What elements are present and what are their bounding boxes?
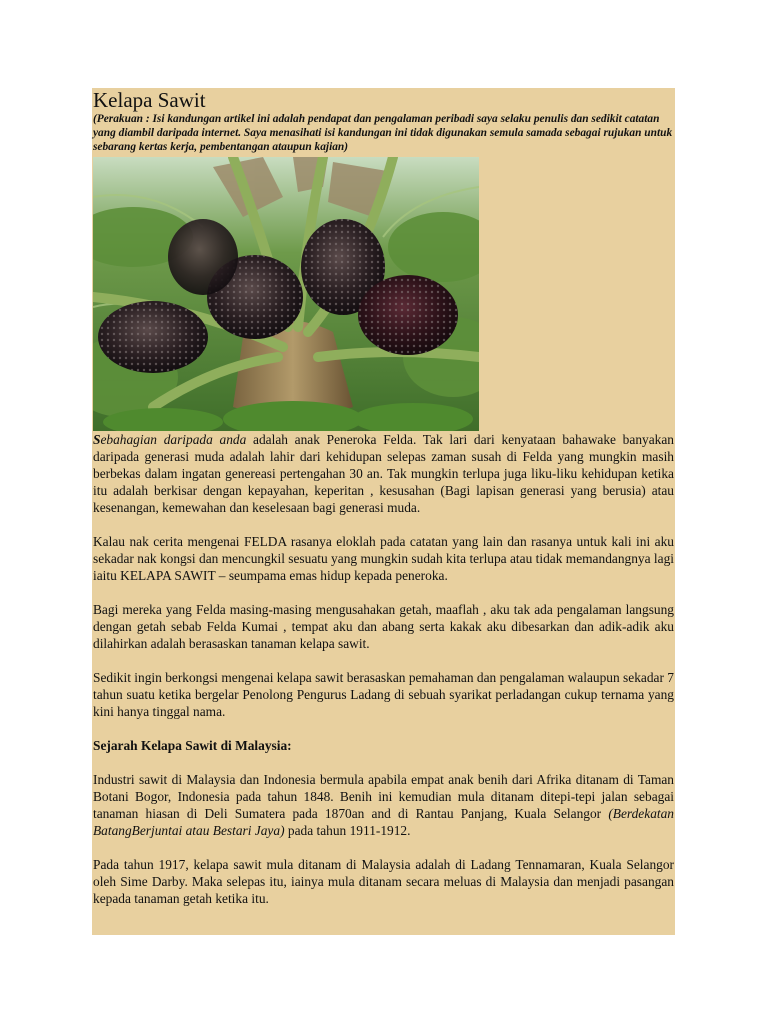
section-heading: Sejarah Kelapa Sawit di Malaysia: bbox=[93, 738, 292, 753]
paragraph-history-text: Industri sawit di Malaysia dan Indonesia bermula apabila empat anak benih dari Afrika ditanam di Taman Botani Bogor, Indonesia pada tahun 1848. Benih ini kemudian mula ditanam ditepi-tepi jalan sebagai tanaman hiasan di Deli Sumatera pada 1870an and di Rantau Panjang, Kuala Selangor bbox=[93, 772, 674, 821]
paragraph-experience: Sedikit ingin berkongsi mengenai kelapa sawit berasaskan pemahaman dan pengalaman walaupun sekadar 7 tahun suatu ketika bergelar Penolong Pengurus Ladang di sebuah syarikat perladangan cukup ternama yang kini hanya tinggal nama. bbox=[93, 670, 674, 719]
article-title: Kelapa Sawit bbox=[93, 88, 206, 112]
paragraph-sime-darby: Pada tahun 1917, kelapa sawit mula ditanam di Malaysia adalah di Ladang Tennamaran, Kuala Selangor oleh Sime Darby. Maka selepas itu, iainya mula ditanam secara meluas di Malaysia dan menjadi pasangan kepada tanaman getah ketika itu. bbox=[93, 857, 674, 906]
paragraph-intro bbox=[93, 431, 674, 516]
paragraph-history-tail: pada tahun 1911-1912. bbox=[284, 823, 411, 838]
paragraph-intro-text: adalah anak Peneroka Felda. Tak lari dari kenyataan bahawake banyakan daripada generasi muda adalah lahir dari kehidupan selepas zaman susah di Felda yang mungkin masih berbekas dalam ingatan genereasi pertengahan 30 an. Tak mungkin terlupa juga liku-liku kehidupan ketika itu adalah berkisar dengan kepayahan, keperitan , kesusahan (Bagi lapisan generasi yang berusia) atau kesenangan, kemewahan dan keselesaan bagi generasi muda. bbox=[93, 432, 674, 515]
paragraph-intro-lead bbox=[93, 432, 246, 447]
article-page bbox=[92, 88, 675, 935]
paragraph-history bbox=[93, 771, 674, 839]
paragraph-history-italic: (Berdekatan BatangBerjuntai atau Bestari Jaya) bbox=[93, 806, 674, 838]
oil-palm-fruit-bunches-photo bbox=[93, 157, 479, 431]
drop-initial: S bbox=[93, 432, 101, 447]
paragraph-getah: Bagi mereka yang Felda masing-masing mengusahakan getah, maaflah , aku tak ada pengalaman langsung dengan getah sebab Felda Kumai , tempat aku dan abang serta kakak aku dibesarkan dan adik-adik aku dilahirkan adalah berasaskan tanaman kelapa sawit. bbox=[93, 602, 674, 651]
lead-phrase: ebahagian daripada anda bbox=[100, 432, 247, 447]
disclaimer-text: (Perakuan : Isi kandungan artikel ini adalah pendapat dan pengalaman peribadi saya selaku penulis dan sedikit catatan yang diambil daripada internet. Saya menasihati isi kandungan ini tidak digunakan semula samada sebagai rujukan untuk sebarang kertas kerja, pembentangan ataupun kajian) bbox=[93, 113, 673, 153]
paragraph-felda: Kalau nak cerita mengenai FELDA rasanya eloklah pada catatan yang lain dan rasanya untuk kali ini aku sekadar nak kongsi dan mencungkil sesuatu yang mungkin sudah kita terlupa atau tidak memandangnya lagi iaitu KELAPA SAWIT – seumpama emas hidup kepada peneroka. bbox=[93, 534, 674, 583]
